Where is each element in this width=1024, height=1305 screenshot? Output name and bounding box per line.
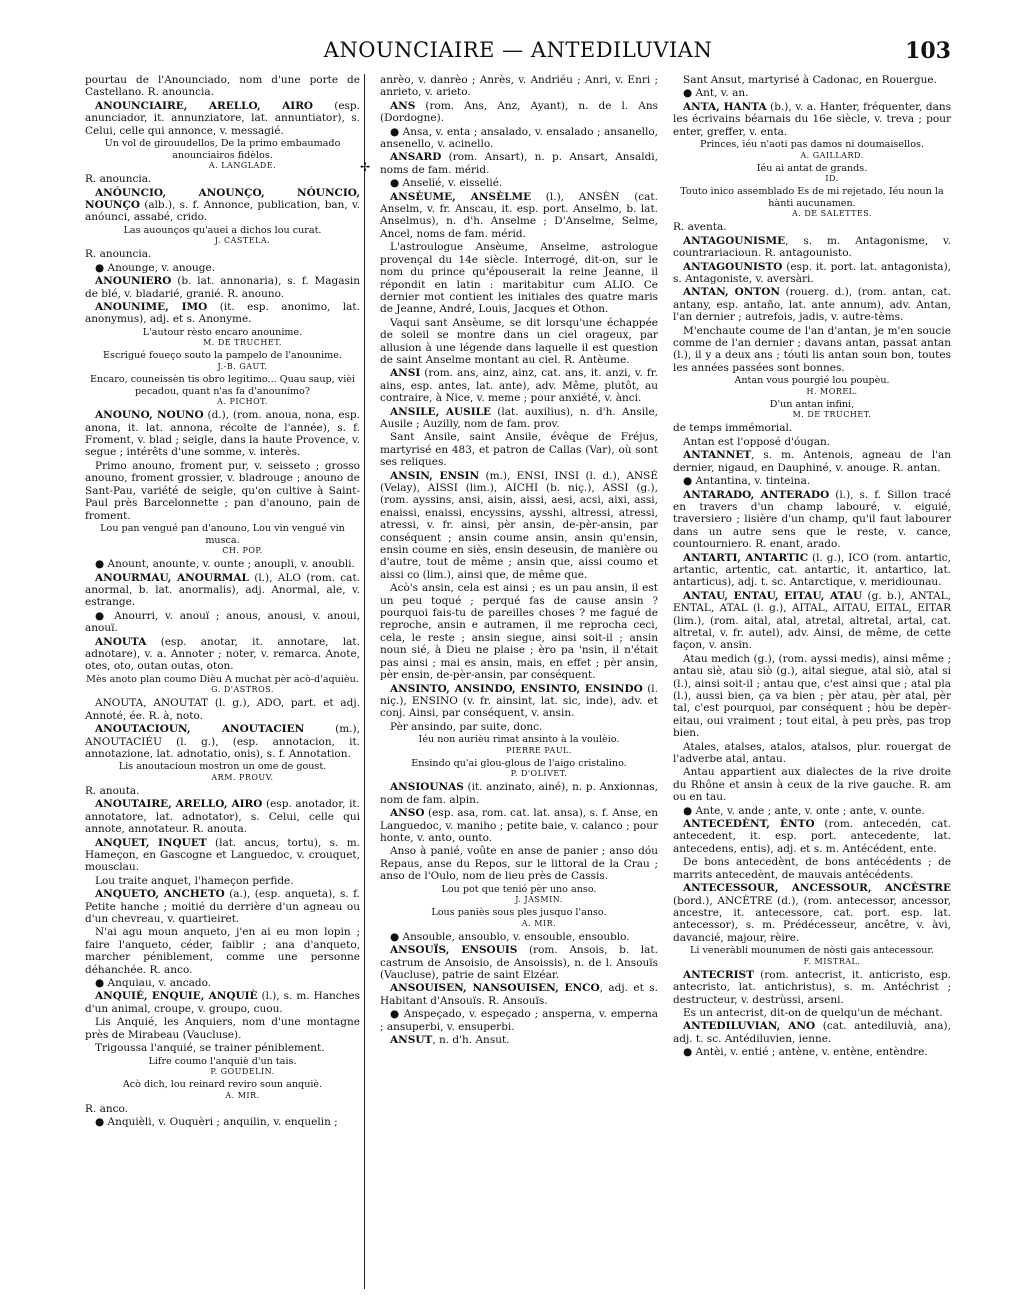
dictionary-entry: ● Anselié, v. eisselié.: [390, 177, 503, 190]
dictionary-entry: R. anouncia.: [85, 248, 152, 261]
headword: ANS: [390, 99, 416, 112]
dictionary-entry: ANSIN, ENSIN (m.), ENSI, INSI (l. d.), ANSÉ (Velay), AISSI (lim.), AICHI (b. niç.), ASSI (g.), (rom. ayssins, ansi, aisin, aissi, aesi, acsi, aixi, assi, enaissi, enaissi, encyssins, aysshi, altressi, atressi, atressi, v. fr. ainsi, pèr ansin, de-pèr-ansin, par conséquent ; ansin coume ansin, ansin qu'ensin, ensin coume en siès, ensin deseusin, de manière ou d'autre, tout de même ; ansin que, aissi coumo et aissi co (lim.), ainsi que, de même que.: [380, 469, 658, 581]
citation-quote: Ensindo qu'ai glou-glous de l'aigo cristalino.: [411, 757, 627, 769]
dictionary-columns: [85, 74, 951, 1289]
dictionary-entry: Lis Anquié, les Anquiers, nom d'une montagne près de Mirabeau (Vaucluse).: [85, 1016, 360, 1041]
dictionary-entry: ANOURMAU, ANOURMAL (l.), ALO (rom. cat. anormal, b. lat. anormalis), adj. Anormal, ale, v. estrange.: [85, 571, 360, 609]
headword: ANTECESSOUR, ANCESSOUR, ANCÈSTRE: [683, 882, 951, 895]
citation-quote: Encaro, couneissèn tis obro legitimo... Quau saup, vièi pecadou, quant n'as fa d'anounimo?: [89, 374, 356, 397]
headword: ANSIOUNAS: [390, 781, 464, 794]
dictionary-entry: N'ai agu moun anqueto, j'en ai eu mon lopin ; faire l'anqueto, céder, faiblir ; ana d'anqueto, marcher péniblement, comme une personne déhanchée. R. anco.: [85, 926, 360, 976]
dictionary-entry: R. anouncia.: [85, 173, 152, 186]
citation-quote: Lou pan vengué pan d'anouno, Lou vin vengué vin musca.: [100, 522, 345, 546]
citation-author: A. MIR.: [521, 918, 557, 928]
dictionary-entry: ● Anounge, v. anouge.: [95, 261, 216, 274]
citation-quote: Iéu ai antat de grands.: [756, 162, 868, 174]
dictionary-entry: ANSIOUNAS (it. anzinato, ainé), n. p. Anxionnas, nom de fam. alpin.: [380, 781, 658, 806]
citation-quote: Princes, iéu n'aoti pas damos ni doumaisellos.: [700, 139, 924, 151]
headword: ANQUETO, ANCHETO: [95, 888, 225, 901]
dictionary-entry: ANQUIÉ, ENQUIE, ANQUIÈ (l.), s. m. Hanches d'un animal, croupe, v. groupo, cuou.: [85, 990, 360, 1015]
dictionary-entry: ANOUTACIOUN, ANOUTACIEN (m.), ANOUTACIÉU (l. g.), (esp. annotacion, it. annotazione, lat. adnotatio, onis), s. f. Annotation.: [85, 723, 360, 760]
headword: ANOUTA: [95, 635, 147, 648]
headword: ANTAGOUNISME: [683, 234, 786, 247]
dictionary-entry: ANOUNIERO (b. lat. annonaria), s. f. Magasin de blé, v. bladarié, granié. R. anouno.: [85, 275, 360, 300]
headword: ANSO: [390, 807, 425, 820]
citation-author: A. MIR.: [225, 1090, 260, 1100]
headword: ANOUNIERO: [95, 275, 172, 288]
citation-author: F. MISTRAL.: [803, 956, 861, 966]
dictionary-entry: ● Anspeçado, v. espeçado ; ansperna, v. emperna ; ansuperbi, v. ensuperbi.: [380, 1008, 658, 1033]
citation-author: P. GOUDELIN.: [210, 1067, 275, 1077]
headword: ANSOUISEN, NANSOUISEN, ENCO: [390, 982, 600, 995]
dictionary-entry: Pèr ansindo, par suite, donc.: [390, 720, 543, 733]
dictionary-entry: ANTECRIST (rom. antecrist, it. anticristo, esp. antecristo, lat. antichristus), s. m. Antéchrist ; destructeur, v. destrùssi, arseni.: [673, 968, 951, 1006]
headword: ANTEDILUVIAN, ANO: [683, 1020, 816, 1033]
dictionary-entry: ANSO (esp. asa, rom. cat. lat. ansa), s. f. Anse, en Languedoc, v. maniho ; petite baie, v. calanco ; pour honte, v. anto, ounto.: [380, 807, 658, 844]
dictionary-entry: ● Anourri, v. anouï ; anous, anousi, v. anoui, anouï.: [85, 609, 360, 635]
dictionary-entry: ANSÈUME, ANSÈLME (l.), ANSÈN (cat. Anselm, v. fr. Anscau, it. esp. port. Anselmo, b. lat. Anselmus), n. d'h. Anselme ; D'Anselme, Selme, Ancel, noms de fam. mérid.: [380, 190, 658, 240]
citation-author: M. DE TRUCHET.: [203, 338, 282, 348]
dictionary-entry: Trigoussa l'anquié, se trainer péniblement.: [95, 1042, 325, 1055]
citation-quote: Un vol de girouudellos, De la primo embaumado anounciairos fidèlos.: [104, 138, 341, 161]
headword: ANTAGOUNISTO: [683, 260, 783, 273]
dictionary-entry: R. anco.: [85, 1102, 128, 1115]
headword: ANÓUNCIO, ANOUNÇO, NÓUNCIO, NOUNÇO: [85, 186, 360, 212]
citation-quote: Las auounços qu'auei a dichos lou curat.: [123, 224, 322, 236]
headword: ANOUTACIOUN, ANOUTACIEN: [95, 723, 305, 736]
citation-quote: Lis anoutacioun mostron un ome de goust.: [118, 761, 327, 773]
dictionary-entry: anrèo, v. danrèo ; Anrès, v. Andriéu ; Anri, v. Enri ; anrieto, v. arieto.: [380, 74, 658, 99]
dictionary-entry: M'enchaute coume de l'an d'antan, je m'en soucie comme de l'an dernier ; davans antan, passat antan (l.), il y a deux ans ; tóuti lis antan soun bon, toutes les années passées sont bonnes.: [673, 324, 951, 374]
dictionary-entry: ANSINTO, ANSINDO, ENSINTO, ENSINDO (l. niç.), ENSINO (v. fr. ainsint, lat. sic, inde), adv. et conj. Ainsi, par conséquent, v. ansin.: [380, 682, 658, 720]
dictionary-entry: ANOUTA, ANOUTAT (l. g.), ADO, part. et adj. Annoté, ée. R. à, noto.: [85, 697, 360, 722]
dictionary-entry: Vaqui sant Ansèume, se dit lorsqu'une échappée de soleil se montre dans un ciel orageux, par allusion à une légende dans laquelle il est question de saint Anselme montant au ciel. R. Antèume.: [380, 316, 658, 366]
dictionary-entry: ANTANNET, s. m. Antenois, agneau de l'an dernier, nigaud, en Dauphiné, v. anouge. R. antan.: [673, 449, 951, 474]
citation-quote: Lou pot que tenió pèr uno anso.: [441, 883, 597, 895]
dictionary-entry: ANTAGOUNISTO (esp. it. port. lat. antagonista), s. Antagoniste, v. aversàri.: [673, 260, 951, 286]
dictionary-entry: R. anouta.: [85, 784, 140, 797]
citation-quote: Lous paniès sous ples jusquo l'anso.: [431, 907, 607, 919]
dictionary-entry: ● Anount, anounte, v. ounte ; anoupli, v. anoubli.: [95, 558, 355, 571]
dictionary-entry: ANQUETO, ANCHETO (a.), (esp. anqueta), s. f. Petite hanche ; moitié du derrière d'un agneau ou d'un chevreau, v. quartieiret.: [85, 888, 360, 926]
citation-quote: Mès anoto plan coumo Dièu A muchat pèr acò-d'aquièu.: [86, 673, 359, 685]
dictionary-entry: Anso à panié, voûte en anse de panier ; anso dóu Repaus, anse du Repos, sur le littoral de la Crau ; anso de l'Oulo, nom de lieu près de Cassis.: [380, 845, 658, 883]
dictionary-entry: Lou traite anquet, l'hameçon perfide.: [95, 874, 294, 887]
citation-author: PIERRE PAUL.: [506, 745, 572, 755]
headword: ANTA, HANTA: [683, 100, 767, 113]
headword: ANTANNET: [683, 449, 752, 462]
citation-quote: D'un antan infini,: [769, 398, 855, 410]
dictionary-entry: ANTAGOUNISME, s. m. Antagonisme, v. countrariacioun. R. antagounisto.: [673, 234, 951, 260]
headword: ANSOUÏS, ENSOUIS: [390, 944, 518, 957]
dictionary-entry: ANOUTAIRE, ARELLO, AIRO (esp. anotador, it. annotatore, lat. adnotator), s. Celui, celle qui annote, annotateur. R. anouta.: [85, 798, 360, 836]
citation-author: M. DE TRUCHET.: [792, 410, 872, 420]
dictionary-entry: ● Antantina, v. tinteina.: [683, 475, 811, 488]
headword: ANSILE, AUSILE: [390, 405, 492, 418]
citation-author: J. CASTELA.: [214, 236, 271, 246]
citation-author: A. LANGLADE.: [208, 161, 277, 171]
column-left: [85, 74, 370, 1289]
dictionary-entry: ANSILE, AUSILE (lat. auxilius), n. d'h. Ansile, Ausile ; Auzilly, nom de fam. prov.: [380, 405, 659, 430]
dictionary-entry: ANOUNIME, IMO (it. esp. anonimo, lat. anonymus), adj. et s. Anonyme.: [85, 301, 360, 326]
dictionary-entry: ANQUET, INQUET (lat. ancus, tortu), s. m. Hameçon, en Gascogne et Languedoc, v. crouquet, mousclau.: [85, 836, 360, 874]
dictionary-entry: ANTECESSOUR, ANCESSOUR, ANCÈSTRE (bord.), ANCÈTRE (d.), (rom. antecessor, ancessor, ancestre, it. antecessore, cat. port. esp. lat. antecessor), s. m. Prédécesseur, ancêtre, v. àvi, davancié, majour, rèire.: [673, 882, 951, 944]
citation-quote: Antan vous pourgié lou poupèu.: [734, 375, 890, 387]
dictionary-entry: R. aventa.: [673, 221, 727, 234]
headword: ANQUET, INQUET: [95, 836, 207, 849]
citation-quote: Li veneràbli mounumen de nòsti gais antecessour.: [690, 945, 934, 957]
page-header: [85, 38, 951, 68]
citation-author: J. JASMIN.: [515, 895, 563, 905]
citation-author: J.-B. GAUT.: [217, 362, 268, 372]
headword: ANTAU, ENTAU, EITAU, ATAU: [683, 589, 863, 602]
headword: ANSARD: [390, 151, 442, 164]
dictionary-entry: ANOUTA (esp. anotar, it. annotare, lat. adnotare), v. a. Annoter ; noter, v. remarca. Anote, otes, oto, outan outas, oton.: [85, 635, 360, 673]
dictionary-entry: ANSARD (rom. Ansart), n. p. Ansart, Ansaldi, noms de fam. mérid.: [380, 151, 658, 176]
dictionary-entry: ANSOUISEN, NANSOUISEN, ENCO, adj. et s. Habitant d'Ansouïs. R. Ansouïs.: [380, 982, 658, 1007]
headword: ANTECEDÈNT, ÈNTO: [683, 818, 815, 831]
dictionary-entry: ● Ant, v. an.: [683, 87, 749, 100]
dictionary-entry: ● Anquiau, v. ancado.: [95, 977, 212, 990]
dictionary-entry: ● Antèi, v. entié ; antène, v. entène, entèndre.: [683, 1046, 928, 1059]
dictionary-entry: ANTECEDÈNT, ÈNTO (rom. antecedén, cat. antecedent, it. esp. port. antecedente, lat. antecedens, entis), adj. et s. m. Antécédent, ente.: [673, 818, 951, 855]
citation-author: P. D'OLIVET.: [510, 769, 568, 779]
dictionary-entry: ANTAU, ENTAU, EITAU, ATAU (g. b.), ANTAL, ENTAL, ATAL (l. g.), AITAL, AITAU, EITAL, EITAR (lim.), (rom. aital, atal, atretal, altretal, artal, cat. altretal, v. fr. autel), adv. Ainsi, de même, de cette façon, v. ansin.: [673, 589, 951, 652]
dictionary-entry: ANTARTI, ANTARTIC (l. g.), ICO (rom. antartic, artantic, artentic, cat. antartic, it. antartico, lat. antarticus), adj. t. sc. Antarctique, v. meridiounau.: [673, 551, 952, 589]
dictionary-entry: ANTEDILUVIAN, ANO (cat. antediluvià, ana), adj. t. sc. Antédiluvien, ienne.: [673, 1020, 951, 1045]
headword: ANSUT: [390, 1034, 433, 1046]
column-middle: [378, 74, 658, 1289]
headword: ANOURMAU, ANOURMAL: [95, 571, 249, 584]
dictionary-entry: ● Ansouble, ansoublo, v. ensouble, ensoublo.: [390, 930, 630, 943]
dictionary-entry: ANSI (rom. ans, ainz, ainz, cat. ans, it. anzi, v. fr. ains, esp. antes, lat. ante), adv. Même, plutôt, au contraire, à Nice, v. meme ; pour anxiété, v. ànci.: [380, 367, 658, 405]
citation-quote: Escrigué foueço souto la pampelo de l'anounime.: [103, 350, 342, 362]
citation-author: ARM. PROUV.: [211, 772, 274, 782]
dictionary-entry: Es un antecrist, dit-on de quelqu'un de méchant.: [683, 1006, 943, 1019]
headword: ANOUTAIRE, ARELLO, AIRO: [95, 798, 263, 811]
citation-author: ID.: [825, 174, 839, 184]
column-right: [671, 74, 951, 1289]
headword: ANQUIÉ, ENQUIE, ANQUIÈ: [95, 990, 258, 1003]
dictionary-entry: de temps immémorial.: [673, 422, 793, 435]
citation-author: A. DE SALETTES.: [792, 209, 872, 219]
dictionary-entry: ANSUT, n. d'h. Ansut.: [390, 1034, 510, 1046]
page-number: 103: [905, 38, 951, 64]
citation-author: A. GAILLARD.: [800, 150, 864, 160]
headword: ANOUNIME, IMO: [95, 301, 208, 314]
dictionary-entry: ANTARADO, ANTERADO (l.), s. f. Sillon tracé en travers d'un champ labouré, v. eiguié, traversiero ; lisière d'un champ, qu'il faut labourer dans un autre sens que le reste, v. cance, countourniero. R. enant, arado.: [673, 488, 952, 551]
dictionary-entry: Sant Ansut, martyrisé à Cadonac, en Rouergue.: [683, 74, 937, 86]
headword: ANSIN, ENSIN: [390, 469, 480, 482]
dictionary-entry: Antan est l'opposé d'óugan.: [683, 435, 831, 448]
dictionary-entry: Acò's ansin, cela est ainsi ; es un pau ansin, il est un peu toqué ; perqué fas de cause ansin ? pourquoi fais-tu de pareilles choses ? me fagué de reproche, ansin e autramen, il me reprocha ceci, cela, le reste ; ansin siegue, ainsi soit-il ; ansin noun sié, à Dieu ne plaise ; èro pa 'nsin, il n'était pas ainsi ; mai es ansin, mais, en effet ; pèr ansin, pèr ensin, de-pèr-ansin, par conséquent.: [380, 582, 658, 682]
dictionary-entry: pourtau de l'Anounciado, nom d'une porte de Castellano. R. anouncia.: [85, 74, 360, 99]
headword: ANSÈUME, ANSÈLME: [390, 190, 532, 203]
headword: ANOUNCIAIRE, ARELLO, AIRO: [95, 99, 314, 112]
dictionary-entry: ANTAN, ONTON (rouerg. d.), (rom. antan, cat. antany, esp. antaño, lat. ante annum), adv. Antan, l'an dernier ; autrefois, jadis, v. autre-tèms.: [673, 286, 951, 324]
citation-quote: L'autour rèsto encaro anounime.: [142, 326, 303, 338]
headword: ANOUNO, NOUNO: [95, 409, 204, 422]
dictionary-entry: L'astroulogue Ansèume, Anselme, astrologue provençal du 14e siècle. Interrogé, dit-on, sur le nom du prince qu'épouserait la reine Jeanne, il répondit en latin : maritabitur cum ALIO. Ce dernier mot contient les initiales des quatre maris de Jeanne, André, Louis, Jacques et Othon.: [380, 241, 658, 316]
headword: ANTAN, ONTON: [683, 286, 780, 299]
headword: ANTARTI, ANTARTIC: [683, 551, 809, 564]
page-title: ANOUNCIAIRE — ANTEDILUVIAN: [323, 38, 713, 62]
citation-author: A. PICHOT.: [217, 397, 268, 407]
dictionary-entry: De bons antecedènt, de bons antécédents ; de marrits antecedènt, de mauvais antécédents.: [673, 856, 951, 881]
column-divider-ornament-icon: ✢: [359, 160, 370, 174]
citation-quote: Lifre coumo l'anquiè d'un tais.: [148, 1055, 297, 1067]
dictionary-entry: ANSOUÏS, ENSOUIS (rom. Ansois, b. lat. castrum de Ansoisio, de Ansoissis), n. de l. Ansouïs (Vaucluse), patrie de saint Elzéar.: [380, 944, 658, 981]
headword: ANSI: [390, 367, 421, 380]
dictionary-entry: ● Ante, v. ande ; ante, v. onte ; ante, v. ounte.: [683, 804, 925, 817]
headword: ANTECRIST: [683, 968, 754, 981]
citation-author: H. MOREL.: [806, 386, 858, 396]
citation-quote: Touto inico assemblado Es de mi rejetado, Iéu noun la hànti aucunamen.: [680, 186, 944, 209]
dictionary-entry: ● Ansa, v. enta ; ansalado, v. ensalado ; ansanello, ansenello, v. acinello.: [380, 125, 658, 151]
dictionary-entry: Sant Ansile, saint Ansile, évêque de Fréjus, martyrisé en 483, et patron de Callas (Var), où sont ses reliques.: [380, 431, 658, 469]
headword: ANSINTO, ANSINDO, ENSINTO, ENSINDO: [390, 682, 643, 695]
dictionary-entry: ● Anquièli, v. Ouquèri ; anquilin, v. enquelin ;: [95, 1116, 338, 1129]
dictionary-entry: Atales, atalses, atalos, atalsos, plur. rouergat de l'adverbe atal, antau.: [673, 740, 951, 766]
dictionary-entry: ANÓUNCIO, ANOUNÇO, NÓUNCIO, NOUNÇO (alb.), s. f. Annonce, publication, ban, v. anóunci, assabé, crido.: [85, 186, 360, 224]
citation-quote: Iéu non aurièu rimat ansinto à la voulèio.: [418, 734, 620, 746]
dictionary-entry: ANOUNO, NOUNO (d.), (rom. anoua, nona, esp. anona, it. lat. annona, récolte de l'année), s. f. Froment, v. blad ; seigle, dans la haute Provence, v. segue ; intérêts d'une somme, v. interès.: [85, 409, 360, 459]
headword: ANTARADO, ANTERADO: [683, 488, 830, 501]
dictionary-entry: Primo anouno, froment pur, v. seisseto ; grosso anouno, froment grossier, v. bladrouge ; anouno de Sant-Pau, variété de seigle, qu'on cultive à Saint-Paul près Barcelonnette ; pan d'anouno, pain de froment.: [85, 459, 360, 522]
citation-quote: Acò dich, lou reinard reviro soun anquiè.: [122, 1079, 323, 1091]
dictionary-entry: ANOUNCIAIRE, ARELLO, AIRO (esp. anunciador, it. annunziatore, lat. annuntiator), s. Celui, celle qui annonce, v. messagié.: [85, 99, 360, 137]
dictionary-entry: ANTA, HANTA (b.), v. a. Hanter, fréquenter, dans les écrivains béarnais du 16e siècle, v. treva ; pour enter, greffer, v. enta.: [673, 100, 951, 138]
dictionary-entry: ANS (rom. Ans, Anz, Ayant), n. de l. Ans (Dordogne).: [380, 99, 658, 125]
citation-author: G. D'ASTROS.: [211, 685, 274, 695]
dictionary-entry: Antau appartient aux dialectes de la rive droite du Rhône et ansin à ceux de la rive gauche. R. am ou en tau.: [673, 766, 951, 804]
dictionary-entry: Atau medich (g.), (rom. ayssi medis), ainsi même ; antau siè, atau siò (g.), aital siegue, atal siò, atal si (l.), ainsi soit-il ; antau que, c'est ainsi que ; atal pla (l.), aussi bien, ça va bien ; pèr atau, pèr atal, pèr tal, c'est pourquoi, par conséquent ; hòu be depèr-eitau, oui vraiment ; tout eital, à peu près, pas trop bien.: [673, 652, 951, 740]
citation-author: CH. POP.: [222, 546, 263, 556]
